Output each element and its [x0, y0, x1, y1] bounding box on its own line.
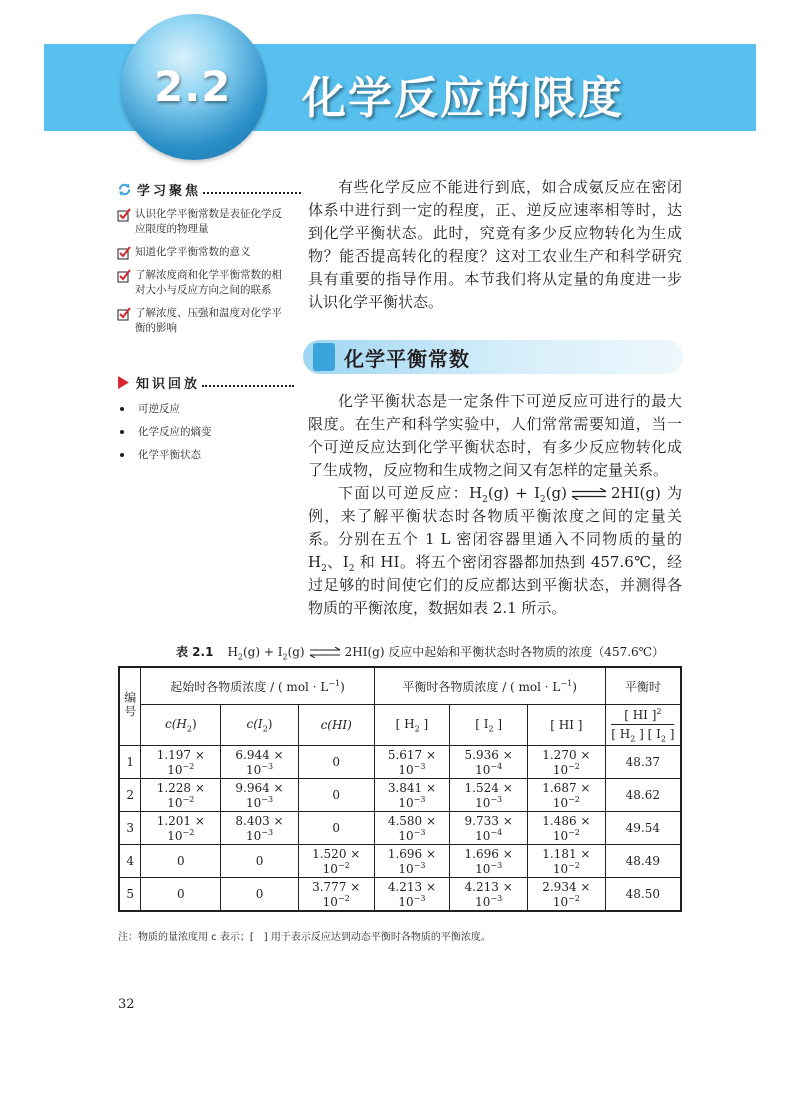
checkbox-checked-icon — [117, 208, 131, 222]
table-cell-ratio: 48.50 — [605, 878, 681, 912]
review-item: 化学平衡状态 — [117, 447, 201, 462]
col-c-i2: $c(I_2)$ — [221, 705, 299, 746]
checkbox-checked-icon — [117, 269, 131, 283]
bullet-icon — [120, 407, 124, 411]
focus-item: 了解浓度商和化学平衡常数的相对大小与反应方向之间的联系 — [117, 268, 287, 298]
table-cell-eq-i2: $4.213 \times 10^{-3}$ — [450, 878, 528, 912]
table-note: 注：物质的量浓度用 c 表示；[ ] 用于表示反应达到动态平衡时各物质的平衡浓度。 — [118, 932, 491, 943]
checkbox-checked-icon — [117, 307, 131, 321]
chapter-number: 2.2 — [154, 62, 232, 111]
table-row — [119, 812, 681, 845]
chapter-title: 化学反应的限度 — [302, 73, 624, 124]
table-row — [119, 746, 681, 779]
table-cell-eq-i2: $1.696 \times 10^{-3}$ — [450, 845, 528, 878]
col-eq-h2: [ $H_2$ ] — [374, 705, 450, 746]
focus-heading: 学习聚焦 — [117, 180, 301, 199]
intro-paragraph: 有些化学反应不能进行到底，如合成氨反应在密闭体系中进行到一定的程度，正、逆反应速率相等时，达到化学平衡状态。此时，究竟有多少反应物转化为生成物？能否提高转化的程度？这对工农业生产和科学研究具有重要的指导作用。本节我们将从定量的角度进一步认识化学平衡状态。 — [308, 178, 682, 311]
table-cell-c-i2: $8.403 \times 10^{-3}$ — [221, 812, 299, 845]
table-cell-eq-i2: $5.936 \times 10^{-4}$ — [450, 746, 528, 779]
body-paragraph: 下面以可逆反应：$H_2(g) + I_2(g)$ 2HI(g) 为例，来了解平衡状态时各物质平衡浓度之间的定量关系。 — [308, 484, 682, 548]
ratio-header: 平衡时 — [605, 667, 681, 705]
table-cell-c-h2: $1.197 \times 10^{-2}$ — [141, 746, 221, 779]
refresh-icon — [117, 182, 132, 197]
col-ratio — [605, 705, 681, 746]
table-cell-eq-hi: $2.934 \times 10^{-2}$ — [528, 878, 606, 912]
review-item: 可逆反应 — [117, 401, 180, 416]
play-triangle-icon — [117, 376, 130, 389]
section-title: 化学平衡常数 — [344, 347, 470, 371]
table-cell-eq-h2: $5.617 \times 10^{-3}$ — [374, 746, 450, 779]
review-item: 化学反应的熵变 — [117, 424, 212, 439]
table-cell-eq-hi: $1.181 \times 10^{-2}$ — [528, 845, 606, 878]
focus-item: 了解浓度、压强和温度对化学平衡的影响 — [117, 306, 287, 336]
table-row — [119, 878, 681, 912]
table-cell-eq-h2: $4.580 \times 10^{-3}$ — [374, 812, 450, 845]
row-index: 3 — [119, 812, 141, 845]
row-index: 5 — [119, 878, 141, 912]
initial-concentration-header: 起始时各物质浓度 / ( mol · $L^{-1}$) — [141, 667, 374, 705]
table-cell-ratio: 48.37 — [605, 746, 681, 779]
table-cell-ratio: 48.49 — [605, 845, 681, 878]
focus-item: 知道化学平衡常数的意义 — [117, 245, 287, 260]
concentration-table — [118, 666, 682, 912]
table-cell-c-i2: $6.944 \times 10^{-3}$ — [221, 746, 299, 779]
equilibrium-arrow-icon — [570, 488, 608, 500]
table-cell-c-i2: $9.964 \times 10^{-3}$ — [221, 779, 299, 812]
col-c-h2: $c(H_2)$ — [141, 705, 221, 746]
table-cell-c-hi: 0 — [298, 746, 374, 779]
equilibrium-arrow-icon — [308, 647, 342, 658]
table-cell-c-h2: $1.228 \times 10^{-2}$ — [141, 779, 221, 812]
bullet-icon — [120, 453, 124, 457]
equilibrium-concentration-header: 平衡时各物质浓度 / ( mol · $L^{-1}$) — [374, 667, 605, 705]
col-eq-hi: [ HI ] — [528, 705, 606, 746]
body-paragraph: 分别在五个 1 L 密闭容器里通入不同物质的量的 $H_2$、$I_2$ 和 HI。将五个密闭容器都加热到 457.6℃，经过足够的时间使它们的反应都达到平衡状态，并测得各物质的平衡浓度，数据如表 2.1 所示。 — [308, 530, 682, 617]
body-paragraph: 化学平衡状态是一定条件下可逆反应可进行的最大限度。在生产和科学实验中，人们常常需要知道，当一个可逆反应达到化学平衡状态时，有多少反应物转化成了生成物，反应物和生成物之间又有怎样的定量关系。 — [308, 392, 682, 479]
table-cell-c-h2: 0 — [141, 878, 221, 912]
page-number: 32 — [118, 997, 135, 1012]
table-cell-eq-hi: $1.270 \times 10^{-2}$ — [528, 746, 606, 779]
table-cell-eq-hi: $1.486 \times 10^{-2}$ — [528, 812, 606, 845]
row-index: 4 — [119, 845, 141, 878]
checkbox-checked-icon — [117, 246, 131, 260]
table-cell-c-hi: 0 — [298, 812, 374, 845]
table-cell-eq-h2: $4.213 \times 10^{-3}$ — [374, 878, 450, 912]
table-cell-c-hi: $3.777 \times 10^{-2}$ — [298, 878, 374, 912]
table-row — [119, 845, 681, 878]
review-heading: 知识回放 — [117, 373, 294, 392]
table-cell-eq-i2: $9.733 \times 10^{-4}$ — [450, 812, 528, 845]
table-cell-c-h2: $1.201 \times 10^{-2}$ — [141, 812, 221, 845]
table-cell-ratio: 48.62 — [605, 779, 681, 812]
equilibrium-constant-fraction: $\frac{[ HI ]^2}{[ H_2 ] [ I_2 ]}$ — [611, 706, 675, 744]
table-row — [119, 779, 681, 812]
col-c-hi: c(HI) — [298, 705, 374, 746]
table-cell-eq-hi: $1.687 \times 10^{-2}$ — [528, 779, 606, 812]
table-caption: 表 2.1 $H_2(g) + I_2(g)$ 2HI(g) 反应中起始和平衡状态时各物质的浓度（457.6℃） — [176, 645, 665, 662]
row-index: 2 — [119, 779, 141, 812]
table-cell-ratio: 49.54 — [605, 812, 681, 845]
table-cell-c-i2: 0 — [221, 878, 299, 912]
table-cell-c-hi: $1.520 \times 10^{-2}$ — [298, 845, 374, 878]
table-cell-c-h2: 0 — [141, 845, 221, 878]
row-index: 1 — [119, 746, 141, 779]
table-cell-eq-i2: $1.524 \times 10^{-3}$ — [450, 779, 528, 812]
focus-item: 认识化学平衡常数是表征化学反应限度的物理量 — [117, 207, 287, 237]
table-cell-eq-h2: $1.696 \times 10^{-3}$ — [374, 845, 450, 878]
bullet-icon — [120, 430, 124, 434]
index-column-header: 编号 — [119, 667, 141, 746]
focus-list — [117, 207, 287, 344]
table-cell-c-hi: 0 — [298, 779, 374, 812]
table-cell-eq-h2: $3.841 \times 10^{-3}$ — [374, 779, 450, 812]
col-eq-i2: [ $I_2$ ] — [450, 705, 528, 746]
table-cell-c-i2: 0 — [221, 845, 299, 878]
